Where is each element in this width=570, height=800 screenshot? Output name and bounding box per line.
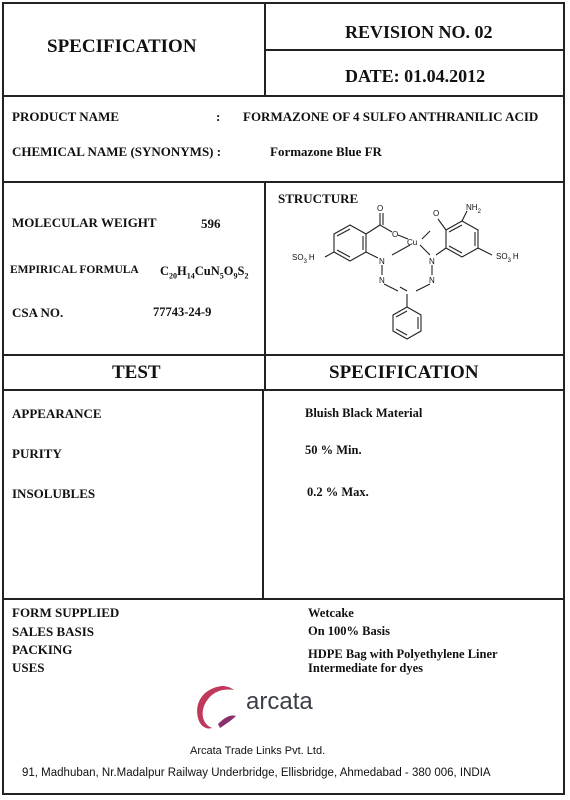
test-name: PURITY: [12, 446, 62, 461]
atom-n4: N: [429, 257, 435, 266]
test-spec: 50 % Min.: [305, 443, 362, 457]
ef-part: 14: [186, 271, 195, 281]
empirical-formula-label: EMPIRICAL FORMULA: [10, 264, 139, 276]
company-address: 91, Madhuban, Nr.Madalpur Railway Underbridge, Ellisbridge, Ahmedabad - 380 006, INDIA: [22, 767, 491, 779]
right-ring-inner: [449, 225, 462, 232]
specification-column-header: SPECIFICATION: [329, 362, 479, 383]
supply-label: USES: [12, 660, 45, 675]
molecular-weight-value: 596: [201, 216, 221, 231]
divider-test-vertical: [262, 389, 264, 599]
divider-test-header: [2, 389, 565, 391]
logo-wordmark: arcata: [246, 688, 313, 715]
csa-number-value: 77743-24-9: [153, 305, 212, 319]
structure-label: STRUCTURE: [278, 191, 359, 206]
nh2-bond: [462, 211, 467, 221]
divider-header-vertical: [264, 2, 266, 96]
n-bond: [366, 252, 378, 258]
phenyl-ring: [393, 307, 421, 339]
divider-revision: [264, 49, 565, 51]
company-name: Arcata Trade Links Pvt. Ltd.: [190, 745, 326, 757]
so3h-left-bond: [325, 252, 334, 257]
product-name-value: FORMAZONE OF 4 SULFO ANTHRANILIC ACID: [243, 109, 539, 124]
atom-nh2: [466, 203, 482, 215]
ef-part: O: [223, 264, 234, 278]
so3h-right-bond: [478, 248, 492, 255]
so3h-right-sub: 3: [507, 258, 511, 264]
supply-label: PACKING: [12, 642, 73, 657]
ef-part: S: [237, 264, 245, 278]
left-ring-inner: [337, 229, 350, 236]
test-spec: Bluish Black Material: [305, 406, 423, 420]
empirical-formula-value: [160, 264, 248, 281]
ef-part: 9: [233, 271, 238, 281]
atom-so3h-right: [496, 252, 519, 264]
csa-number-label: CSA NO.: [12, 305, 64, 320]
product-name-label: PRODUCT NAME: [12, 109, 120, 124]
atom-cu: Cu: [407, 238, 418, 247]
so3h-right-main: SO: [496, 252, 508, 261]
ef-part: H: [177, 264, 187, 278]
cu-bond: [422, 231, 430, 239]
supply-value: Intermediate for dyes: [308, 661, 424, 675]
chemical-structure-diagram: [270, 195, 560, 355]
divider-properties-vertical: [264, 181, 266, 390]
so3h-left-sub: 3: [303, 259, 307, 265]
supply-value: On 100% Basis: [308, 624, 390, 638]
ef-part: CuN: [194, 264, 220, 278]
left-ring-inner: [337, 250, 350, 257]
right-ring-inner: [449, 246, 462, 253]
oh-bond: [438, 219, 446, 230]
divider-product: [2, 181, 565, 183]
revision-number: REVISION NO. 02: [345, 22, 493, 42]
supply-label: FORM SUPPLIED: [12, 605, 120, 620]
n-chain-double: [400, 287, 407, 291]
supply-label: SALES BASIS: [12, 624, 95, 639]
ef-part: 2: [244, 271, 249, 281]
atom-n2: N: [379, 276, 385, 285]
atom-oh-o: O: [433, 209, 440, 218]
atom-so3h-left: [292, 253, 315, 265]
ef-part: C: [160, 264, 170, 278]
nh2-sub: 2: [477, 209, 481, 215]
atom-n1: N: [379, 257, 385, 266]
test-spec: 0.2 % Max.: [307, 485, 369, 499]
revision-date: DATE: 01.04.2012: [345, 66, 486, 86]
chemical-name-value: Formazone Blue FR: [270, 144, 382, 159]
test-column-header: TEST: [112, 362, 161, 383]
chemical-name-label: CHEMICAL NAME (SYNONYMS) :: [12, 144, 222, 159]
atom-n3: N: [429, 276, 435, 285]
nh2-main: NH: [466, 203, 478, 212]
atom-o-top: O: [377, 204, 384, 213]
product-name-colon: :: [216, 109, 221, 124]
n-chain: [416, 284, 430, 291]
left-ring: [334, 225, 366, 261]
right-n-bond: [436, 248, 446, 255]
so3h-right-h: H: [512, 252, 519, 261]
atom-o-left: O: [392, 230, 399, 239]
page-title: SPECIFICATION: [47, 36, 197, 57]
ef-part: 5: [219, 271, 224, 281]
ef-part: 20: [169, 271, 178, 281]
cu-bond: [420, 245, 430, 255]
supply-value: Wetcake: [308, 606, 354, 620]
test-name: INSOLUBLES: [12, 486, 96, 501]
carbonyl-ester: [380, 225, 392, 232]
divider-tests: [2, 598, 565, 600]
so3h-left-h: H: [308, 253, 315, 262]
so3h-left-main: SO: [292, 253, 304, 262]
n-chain: [384, 284, 398, 291]
divider-header: [2, 95, 565, 97]
carbonyl-bond: [366, 225, 380, 234]
test-name: APPEARANCE: [12, 406, 102, 421]
molecular-weight-label: MOLECULAR WEIGHT: [12, 215, 157, 230]
right-ring: [446, 221, 478, 257]
supply-value: HDPE Bag with Polyethylene Liner: [308, 647, 498, 661]
